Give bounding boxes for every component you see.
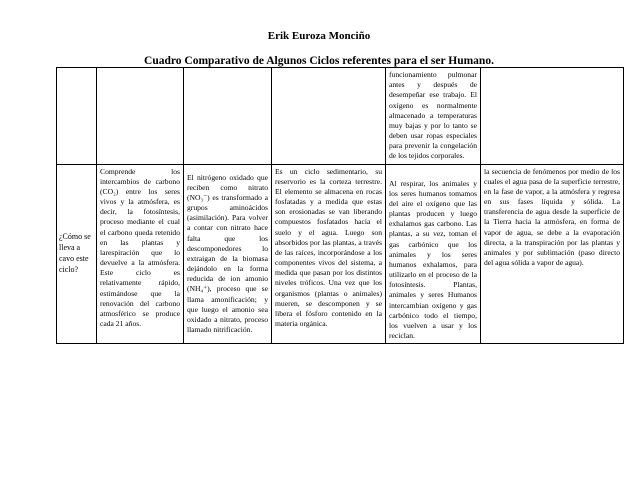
oxygen-cycle-continued-cell	[386, 68, 481, 165]
row-header	[57, 164, 97, 344]
comparison-table	[56, 67, 624, 344]
row-header-text: ¿Cómo se lleva a cavo este ciclo?	[59, 232, 91, 274]
table-cell-empty	[481, 68, 624, 165]
author-name: Erik Euroza Monciño	[267, 30, 371, 42]
table-row	[57, 68, 624, 165]
cell-text: Al respirar, los animales y los seres humanos tomamos del aire el oxígeno que las plantas producen y luego exhalamos gas carbono. Las plantas, a su vez, toman el gas carbónico que los animales y los seres humanos exhalamos, para utilizarlo en el proceso de la fotosíntesis. Plantas, animales y seres Humanos intercambian oxígeno y gas carbónico todo el tiempo, los vuelven a usar y los reciclan.	[389, 178, 477, 341]
cell-text: El nitrógeno oxidado que reciben como nitrato (NO₃⁻) es transformado a grupos aminoácidos (asimilación). Para volver a contar con nitrato hace falta que los descomponedores lo extraigan de la biomasa dejándolo en la forma reducida de ion amonio (NH₄⁺), proceso que se llama amonificación; y que luego el amonio sea oxidado a nitrato, proceso llamado nitrificación.	[187, 172, 268, 335]
table-cell-empty	[184, 68, 272, 165]
table-cell-empty	[97, 68, 184, 165]
oxygen-cycle-cell	[386, 164, 481, 344]
cell-text: Es un ciclo sedimentario, su reservorio es la corteza terrestre. El elemento se almacena en rocas fosfatadas y a medida que estas son erosionadas se van liberando compuestos fosfatados hacia el suelo y el agua. Luego son absorbidos por las plantas, a través de las raíces, incorporándose a los componentes vivos del sistema, a medida que pasan por los distintos niveles tróficos. Una vez que los organismos (plantas o animales) mueren, se descomponen y se libera el fósforo contenido en la materia orgánica.	[275, 166, 382, 329]
cell-text: funcionamiento pulmonar antes y después de desempeñar ese trabajo. El oxígeno es normalmente almacenado a temperaturas muy bajas y por lo tanto se deben usar ropas especiales para prevenir la congelación de los tejidos corporales.	[389, 70, 477, 161]
cell-text: Comprende los intercambios de carbono (CO₂) entre los seres vivos y la atmósfera, es decir, la fotosíntesis, proceso mediante el cual el carbono queda retenido en las plantas y larespiración que lo devuelve a la atmósfera. Este ciclo es relativamente rápido, estimándose que la renovación del carbono atmosférico se produce cada 21 años.	[100, 166, 180, 329]
table-cell-empty	[272, 68, 386, 165]
water-cycle-cell	[481, 164, 624, 344]
carbon-cycle-cell	[97, 164, 184, 344]
table-cell-empty	[57, 68, 97, 165]
cell-text: la secuencia de fenómenos por medio de los cuales el agua pasa de la superficie terrestre, en la fase de vapor, a la atmósfera y regresa en sus fases líquida y sólida. La transferencia de agua desde la superficie de la Tierra hacia la atmósfera, en forma de vapor de agua, se debe a la evaporación directa, a la transpiración por las plantas y animales y por sublimación (paso directo del agua sólida a vapor de agua).	[484, 166, 620, 268]
nitrogen-cycle-cell	[184, 164, 272, 344]
document-title: Cuadro Comparativo de Algunos Ciclos referentes para el ser Humano.	[144, 55, 494, 67]
table-row	[57, 164, 624, 344]
phosphorus-cycle-cell	[272, 164, 386, 344]
